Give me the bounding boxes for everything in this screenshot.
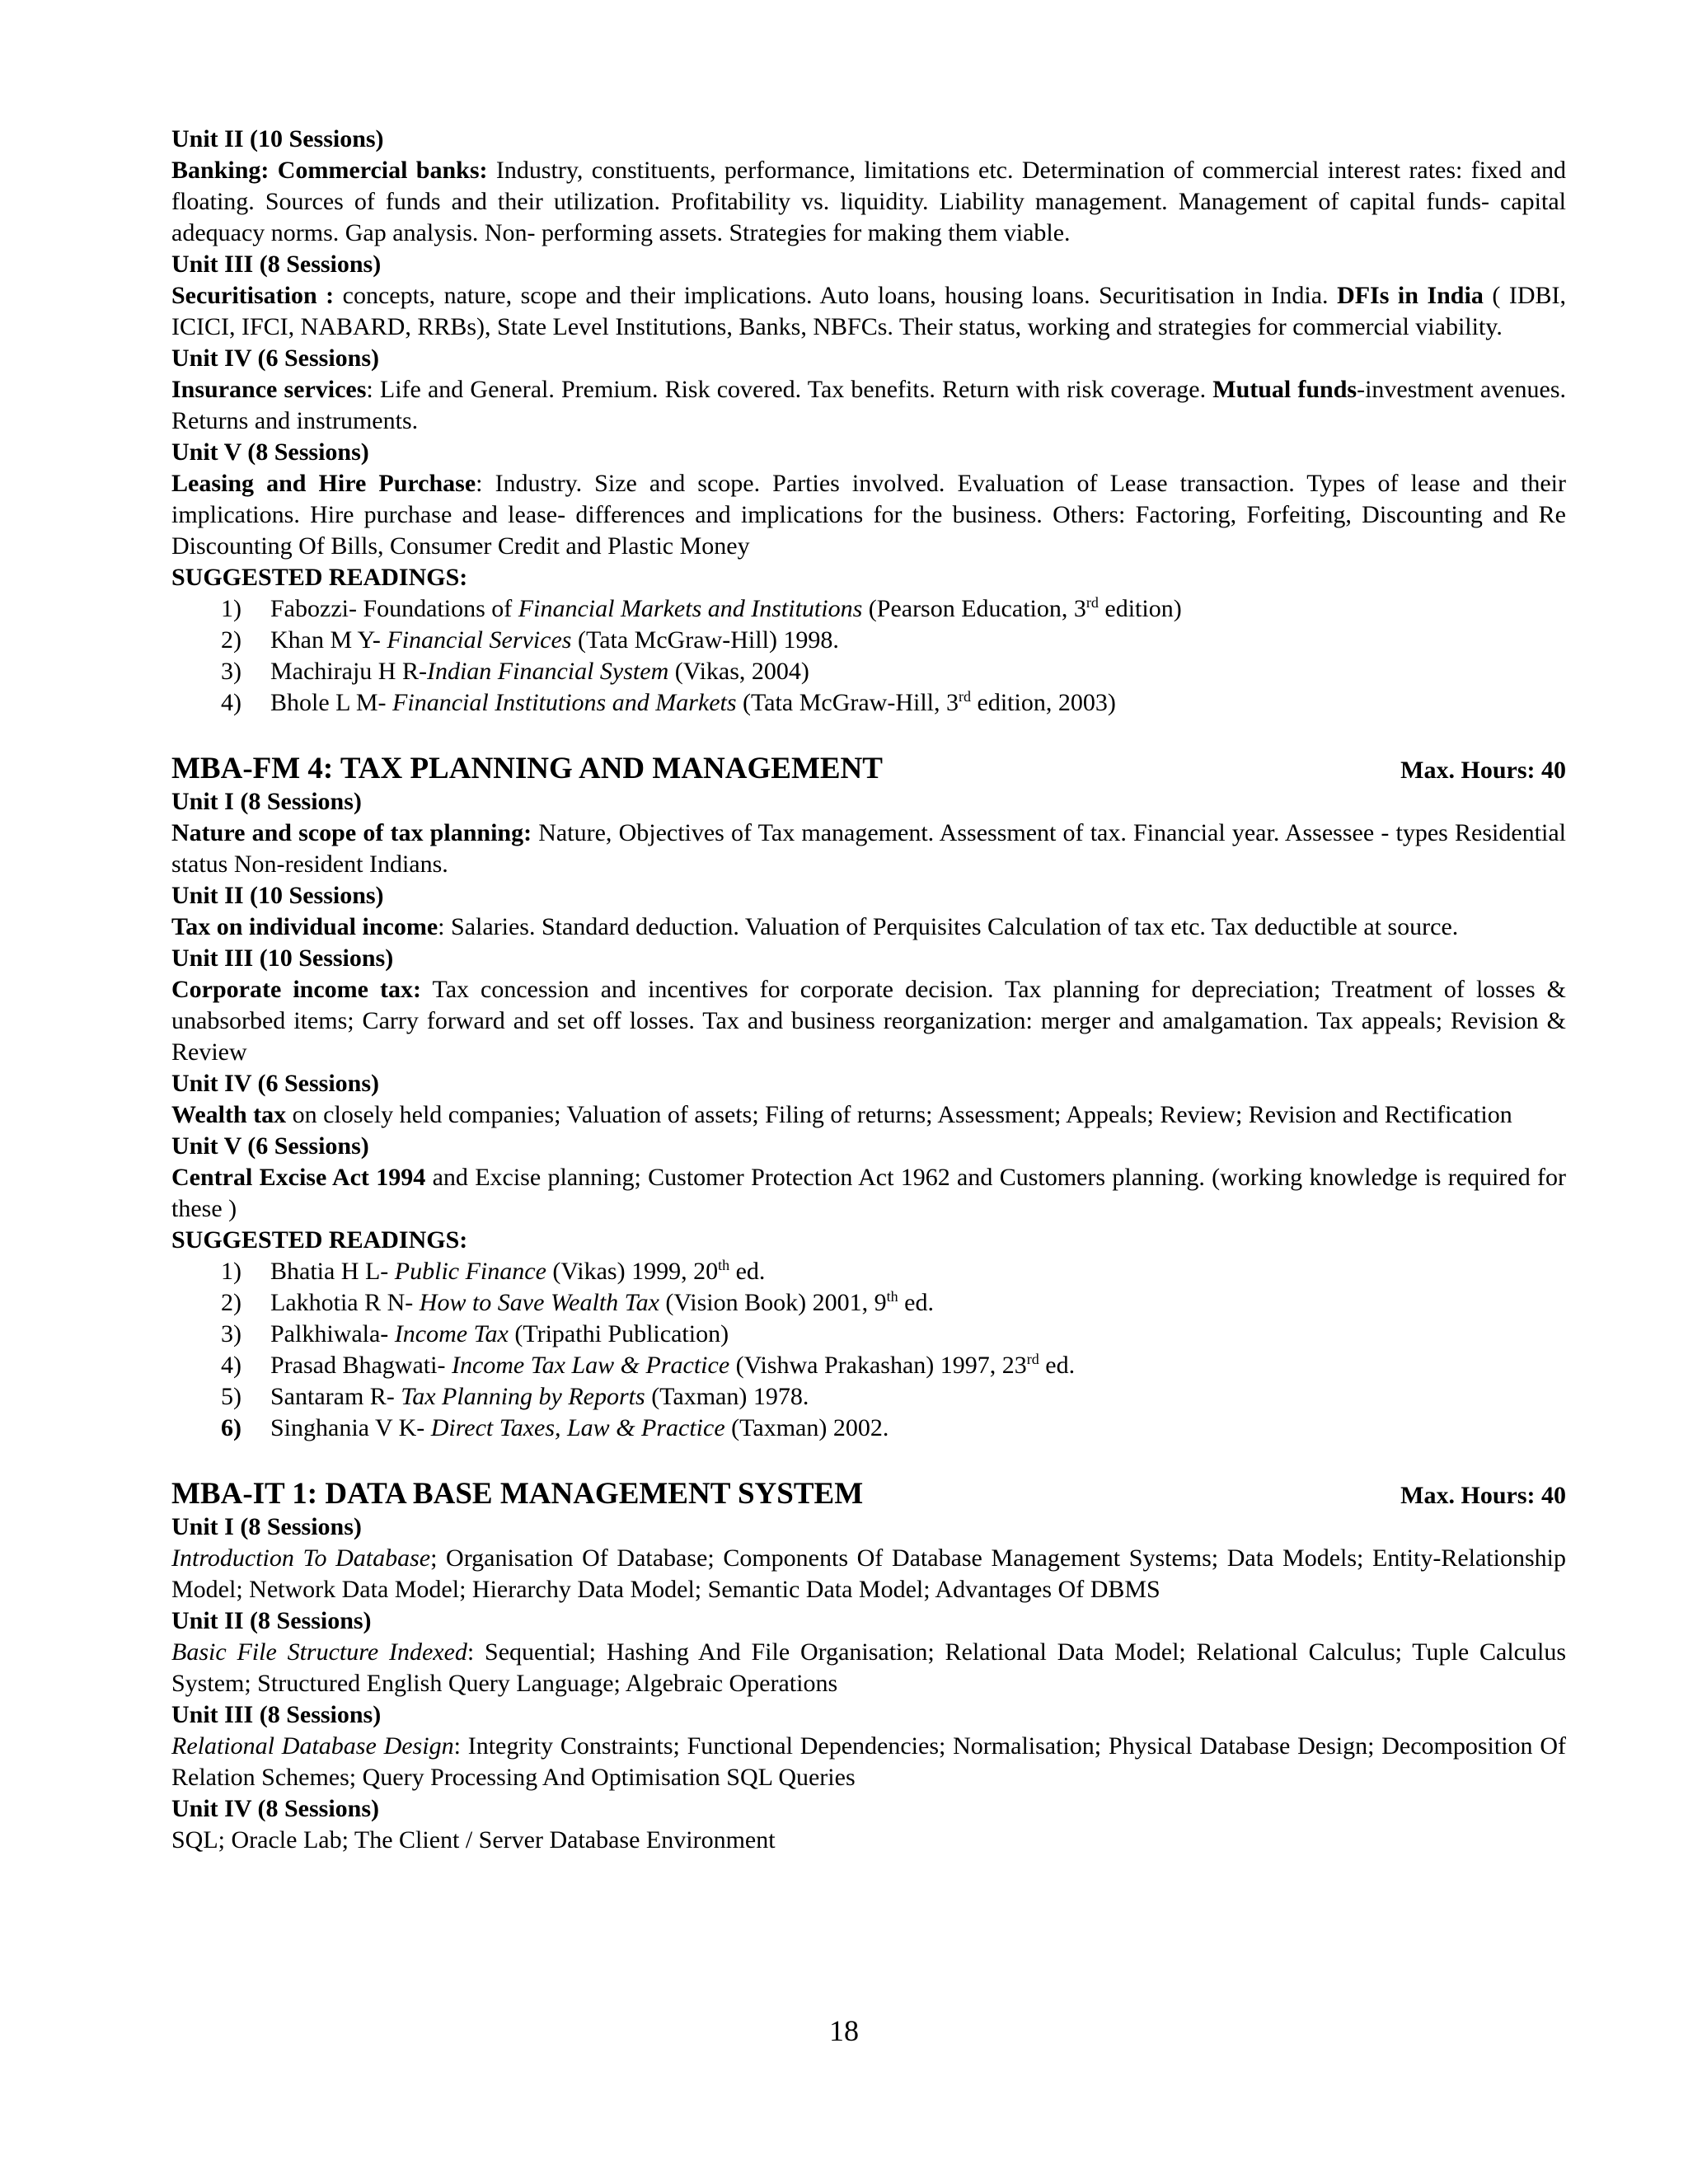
- reading-number: 2): [221, 1289, 241, 1316]
- topic-text: : Integrity Constraints; Functional Dependencies; Normalisation; Physical Database Design; Decomposition Of Relation Schemes; Query Processing And Optimisation SQL Queries: [171, 1732, 1567, 1791]
- reading-publisher: (Taxman) 2002.: [724, 1414, 889, 1441]
- reading-author: Fabozzi- Foundations of: [270, 595, 518, 622]
- reading-publisher: (Vishwa Prakashan) 1997, 23: [729, 1352, 1027, 1379]
- reading-item: [221, 1256, 1566, 1287]
- reading-title: Income Tax Law & Practice: [451, 1352, 730, 1379]
- suggested-readings-heading: SUGGESTED READINGS:: [171, 1226, 468, 1254]
- unit-body: [171, 374, 1566, 437]
- topic-bold: Leasing and Hire Purchase: [171, 470, 476, 497]
- unit-heading: Unit II (10 Sessions): [171, 125, 384, 152]
- reading-item: [221, 687, 1566, 719]
- topic-bold: DFIs in India: [1337, 282, 1484, 309]
- reading-title: Financial Institutions and Markets: [392, 689, 737, 716]
- reading-tail: edition, 2003): [971, 689, 1116, 716]
- topic-bold: Wealth tax: [171, 1101, 287, 1128]
- reading-tail: edition): [1098, 595, 1182, 622]
- reading-author: Palkhiwala-: [270, 1320, 395, 1347]
- reading-number: 5): [221, 1383, 241, 1410]
- reading-title: Financial Markets and Institutions: [518, 595, 863, 622]
- document-page: [171, 124, 1566, 1856]
- topic-bold: Insurance services: [171, 376, 367, 403]
- topic-text: Nature, Objectives of Tax management. Assessment of tax. Financial year. Assessee - types Residential status Non-resident Indians.: [171, 819, 1566, 878]
- reading-publisher: (Tata McGraw-Hill, 3: [736, 689, 959, 716]
- unit-heading: Unit III (8 Sessions): [171, 1701, 382, 1728]
- course-header: [171, 752, 1566, 786]
- topic-text: ; Organisation Of Database; Components Of Database Management Systems; Data Models; Entity-Relationship Model; Network Data Model; Hierarchy Data Model; Semantic Data Model; Advantages Of DBMS: [171, 1544, 1566, 1603]
- unit-body: [171, 155, 1566, 249]
- reading-sup: rd: [959, 688, 971, 705]
- reading-author: Bhole L M-: [270, 689, 393, 716]
- reading-title: Tax Planning by Reports: [401, 1383, 645, 1410]
- reading-number: 1): [221, 1258, 241, 1285]
- unit-body: [171, 468, 1566, 562]
- unit-heading: Unit V (6 Sessions): [171, 1132, 369, 1160]
- reading-author: Santaram R-: [270, 1383, 401, 1410]
- topic-italic: Basic File Structure Indexed: [171, 1638, 467, 1666]
- topic-text: on closely held companies; Valuation of assets; Filing of returns; Assessment; Appeals; Review; Revision and Rectification: [286, 1101, 1512, 1128]
- reading-title: Indian Financial System: [426, 658, 669, 685]
- topic-text: Tax concession and incentives for corporate decision. Tax planning for depreciation; Treatment of losses & unabsorbed items; Carry forward and set off losses. Tax and business reorganization: merger and amalgamation. Tax appeals; Revision & Review: [171, 976, 1566, 1066]
- reading-number: 4): [221, 1352, 241, 1379]
- course-header: [171, 1477, 1566, 1511]
- max-hours: Max. Hours: 40: [1400, 757, 1566, 784]
- page-number: 18: [829, 2014, 859, 2047]
- reading-number: 3): [221, 658, 241, 685]
- topic-text: Industry, constituents, performance, limitations etc. Determination of commercial interest rates: fixed and floating. Sources of funds and their utilization. Profitability vs. liquidity. Liability management. Management of capital funds- capital adequacy norms. Gap analysis. Non- performing assets. Strategies for making them viable.: [171, 157, 1567, 246]
- reading-title: Direct Taxes, Law & Practice: [430, 1414, 725, 1441]
- topic-text: SQL; Oracle Lab; The Client / Server Database Environment: [171, 1826, 776, 1854]
- topic-text: -investment avenues. Returns and instruments.: [171, 376, 1566, 434]
- reading-item: [221, 1413, 1566, 1444]
- unit-body: [171, 1731, 1566, 1793]
- reading-publisher: (Tata McGraw-Hill) 1998.: [571, 626, 839, 654]
- reading-sup: rd: [1085, 594, 1099, 611]
- topic-italic: Introduction To Database: [171, 1544, 431, 1572]
- reading-item: [221, 1381, 1566, 1413]
- readings-list: [171, 1256, 1566, 1444]
- reading-publisher: (Tripathi Publication): [508, 1320, 729, 1347]
- reading-publisher: (Taxman) 1978.: [645, 1383, 809, 1410]
- topic-text: : Industry. Size and scope. Parties involved. Evaluation of Lease transaction. Types of lease and their implications. Hire purchase and lease- differences and implications for the business. Others: Factoring, Forfeiting, Discounting and Re Discounting Of Bills, Consumer Credit and Plastic Money: [171, 470, 1567, 560]
- reading-tail: ed.: [1039, 1352, 1076, 1379]
- topic-bold: Corporate income tax:: [171, 976, 421, 1003]
- reading-author: Khan M Y-: [270, 626, 387, 654]
- topic-italic: Relational Database Design: [171, 1732, 454, 1760]
- reading-publisher: (Vikas, 2004): [668, 658, 809, 685]
- topic-text: concepts, nature, scope and their implications. Auto loans, housing loans. Securitisation in India.: [334, 282, 1338, 309]
- unit-body: [171, 974, 1566, 1068]
- reading-author: Prasad Bhagwati-: [270, 1352, 452, 1379]
- unit-body: [171, 280, 1566, 343]
- unit-heading: Unit II (8 Sessions): [171, 1607, 372, 1634]
- topic-bold: Central Excise Act 1994: [171, 1164, 426, 1191]
- reading-publisher: (Vikas) 1999, 20: [546, 1258, 719, 1285]
- course-title: MBA-IT 1: DATA BASE MANAGEMENT SYSTEM: [171, 1477, 864, 1511]
- reading-author: Machiraju H R-: [270, 658, 427, 685]
- unit-body: [171, 912, 1566, 943]
- topic-text: : Life and General. Premium. Risk covered. Tax benefits. Return with risk coverage.: [366, 376, 1213, 403]
- reading-title: Financial Services: [387, 626, 572, 654]
- reading-sup: th: [886, 1288, 898, 1305]
- reading-tail: ed.: [898, 1289, 934, 1316]
- unit-body: [171, 1099, 1566, 1131]
- course-title: MBA-FM 4: TAX PLANNING AND MANAGEMENT: [171, 752, 883, 785]
- reading-publisher: (Vision Book) 2001, 9: [659, 1289, 887, 1316]
- reading-item: [221, 1350, 1566, 1381]
- unit-heading: Unit II (10 Sessions): [171, 882, 384, 909]
- unit-heading: Unit III (10 Sessions): [171, 944, 394, 972]
- reading-author: Bhatia H L-: [270, 1258, 395, 1285]
- topic-bold: Mutual funds: [1212, 376, 1357, 403]
- reading-author: Singhania V K-: [270, 1414, 431, 1441]
- topic-bold: Securitisation :: [171, 282, 335, 309]
- reading-number: 3): [221, 1320, 241, 1347]
- reading-title: Public Finance: [394, 1258, 546, 1285]
- reading-title: Income Tax: [394, 1320, 509, 1347]
- reading-title: How to Save Wealth Tax: [419, 1289, 659, 1316]
- unit-body: [171, 1543, 1566, 1605]
- unit-heading: Unit IV (8 Sessions): [171, 1795, 379, 1822]
- reading-item: [221, 1287, 1566, 1319]
- reading-sup: th: [718, 1257, 730, 1273]
- unit-heading: Unit III (8 Sessions): [171, 251, 382, 278]
- unit-heading: Unit IV (6 Sessions): [171, 344, 379, 372]
- unit-heading: Unit IV (6 Sessions): [171, 1070, 379, 1097]
- unit-body: [171, 1825, 1566, 1856]
- reading-author: Lakhotia R N-: [270, 1289, 420, 1316]
- unit-heading: Unit V (8 Sessions): [171, 438, 369, 466]
- reading-item: [221, 625, 1566, 656]
- reading-number: 2): [221, 626, 241, 654]
- reading-item: [221, 1319, 1566, 1350]
- reading-item: [221, 593, 1566, 625]
- reading-tail: ed.: [729, 1258, 766, 1285]
- reading-item: [221, 656, 1566, 687]
- topic-bold: Nature and scope of tax planning:: [171, 819, 532, 846]
- reading-number: 4): [221, 689, 241, 716]
- reading-publisher: (Pearson Education, 3: [862, 595, 1086, 622]
- unit-body: [171, 1162, 1566, 1225]
- max-hours: Max. Hours: 40: [1400, 1482, 1566, 1509]
- topic-text: and Excise planning; Customer Protection Act 1962 and Customers planning. (working knowledge is required for these ): [171, 1164, 1566, 1222]
- unit-body: [171, 1637, 1566, 1699]
- reading-number: 1): [221, 595, 241, 622]
- reading-number: 6): [221, 1414, 241, 1441]
- unit-body: [171, 818, 1566, 880]
- unit-heading: Unit I (8 Sessions): [171, 1513, 362, 1540]
- readings-list: [171, 593, 1566, 719]
- topic-text: ( IDBI, ICICI, IFCI, NABARD, RRBs), State Level Institutions, Banks, NBFCs. Their status, working and strategies for commercial viability.: [171, 282, 1566, 340]
- unit-heading: Unit I (8 Sessions): [171, 788, 362, 815]
- topic-text: : Sequential; Hashing And File Organisation; Relational Data Model; Relational Calculus; Tuple Calculus System; Structured English Query Language; Algebraic Operations: [171, 1638, 1566, 1697]
- topic-text: : Salaries. Standard deduction. Valuation of Perquisites Calculation of tax etc. Tax deductible at source.: [438, 913, 1459, 940]
- topic-bold: Banking: Commercial banks:: [171, 157, 488, 184]
- topic-bold: Tax on individual income: [171, 913, 438, 940]
- reading-sup: rd: [1026, 1351, 1039, 1367]
- suggested-readings-heading: SUGGESTED READINGS:: [171, 564, 468, 591]
